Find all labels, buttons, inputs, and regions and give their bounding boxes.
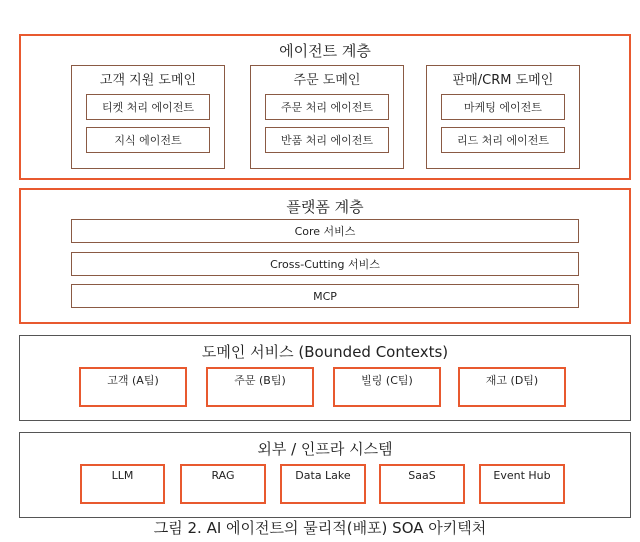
- event-hub-system: Event Hub: [479, 464, 565, 504]
- agent-layer-title: 에이전트 계층: [279, 42, 371, 60]
- platform-layer: [19, 188, 631, 324]
- cross-cutting-service: Cross-Cutting 서비스: [71, 252, 579, 276]
- order-service: 주문 (B팀): [206, 367, 314, 407]
- rag-system: RAG: [180, 464, 266, 504]
- saas-system: SaaS: [379, 464, 465, 504]
- external-title: 외부 / 인프라 시스템: [257, 440, 393, 458]
- platform-layer-title: 플랫폼 계층: [286, 198, 364, 216]
- marketing-agent: 마케팅 에이전트: [441, 94, 565, 120]
- domain-title: 고객 지원 도메인: [99, 73, 197, 88]
- core-service: Core 서비스: [71, 219, 579, 243]
- mcp-service: MCP: [71, 284, 579, 308]
- order-processing-agent: 주문 처리 에이전트: [265, 94, 389, 120]
- inventory-service: 재고 (D팀): [458, 367, 566, 407]
- domain-services-layer: [19, 335, 631, 421]
- sales-crm-domain: [426, 65, 580, 169]
- data-lake-system: Data Lake: [280, 464, 366, 504]
- return-processing-agent: 반품 처리 에이전트: [265, 127, 389, 153]
- customer-service: 고객 (A팀): [79, 367, 187, 407]
- domain-title: 주문 도메인: [293, 73, 361, 88]
- external-layer: [19, 432, 631, 518]
- domain-title: 판매/CRM 도메인: [452, 73, 554, 88]
- order-domain: [250, 65, 404, 169]
- figure-caption: 그림 2. AI 에이전트의 물리적(배포) SOA 아키텍처: [153, 519, 487, 537]
- billing-service: 빌링 (C팀): [333, 367, 441, 407]
- ticket-agent: 티켓 처리 에이전트: [86, 94, 210, 120]
- lead-processing-agent: 리드 처리 에이전트: [441, 127, 565, 153]
- domain-services-title: 도메인 서비스 (Bounded Contexts): [201, 343, 449, 361]
- llm-system: LLM: [80, 464, 165, 504]
- customer-support-domain: [71, 65, 225, 169]
- knowledge-agent: 지식 에이전트: [86, 127, 210, 153]
- agent-layer: [19, 34, 631, 180]
